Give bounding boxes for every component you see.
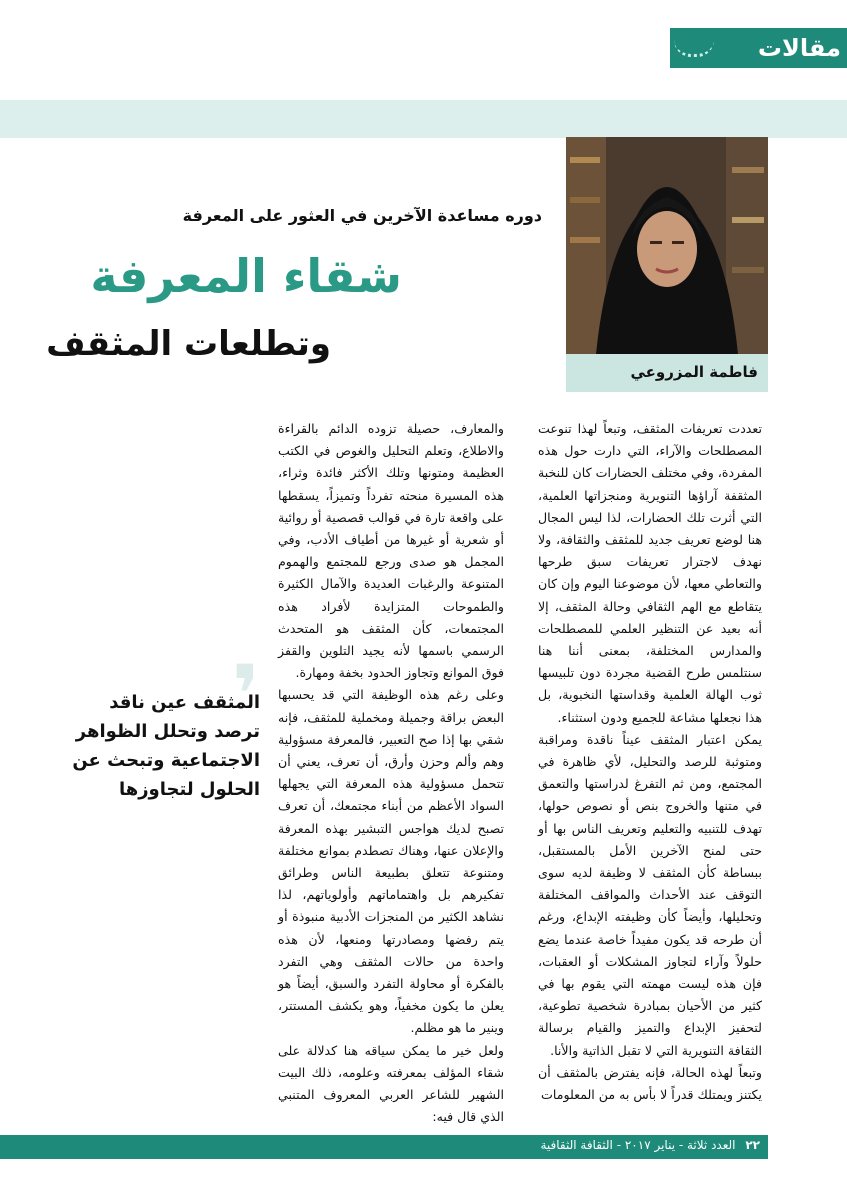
- paragraph: وعلى رغم هذه الوظيفة التي قد يحسبها البعض براقة وجميلة ومخملية للمثقف، فإنه شقي بها إذا صح التعبير، فالمعرفة مسؤولية وهم وألم وحزن وأرق، أن تعرف، يعني أن تتحمل مسؤولية هذه المعرفة التي يجهلها السواد الأعظم من أبناء مجتمعك، أن تعرف تصبح لديك هواجس التبشير بهذه المعرفة والإعلان عنها، وهناك تصطدم بموانع مختلفة ومتنوعة تتعلق بطبيعة الناس وطرائق تفكيرهم بل واهتماماتهم وأولوياتهم، لذا نشاهد الكثير من المنجزات الأدبية منبوذة أو يتم رفضها ومصادرتها ومنعها، لأن هذه واحدة من حالات المثقف وهي التفرد بالفكرة أو محاولة التفرد والسبق، أيضاً هو يعلن ما يكون مخفياً، وهو يكشف المستتر، وينير ما هو مظلم.: [278, 687, 504, 1036]
- body-column-right: [538, 418, 762, 1106]
- page-number: ٢٢: [745, 1138, 760, 1152]
- paragraph: يمكن اعتبار المثقف عيناً ناقدة ومراقبة ومتوثبة للرصد والتحليل، لأي ظاهرة في المجتمع، ومن ثم التفرغ لدراستها والتعمق في متنها والخروج بنص أو نصوص حولها، تهدف للتنبيه والتعليم وتعريف الناس بها أو حتى لمنح الآخرين الأمل بالمستقبل، ببساطة كأن المثقف لا وظيفة لديه سوى التوقف عند الأحداث والمواقف المختلفة وتحليلها، وأيضاً كأن وظيفته الإبداع، ورغم أن طرحه قد يكون مفيداً خاصة عندما يضع حلولاً وآراء لتجاوز المشكلات أو العقبات، فإن هذه ليست مهمته التي يقوم بها في كثير من الأحيان بمبادرة شخصية تطوعية، لتحفيز الإبداع والتميز والقيام برسالة الثقافة التنويرية التي لا تقبل الذاتية والأنا.: [538, 731, 762, 1058]
- body-column-middle: [278, 418, 504, 1129]
- paragraph: والمعارف، حصيلة تزوده الدائم بالقراءة والاطلاع، وتعلم التحليل والغوص في الكتب العظيمة ومتونها وتلك الأكثر فائدة وثراء، هذه المسيرة منحته تفرداً وتميزاً، يسقطها على واقعة تارة في قوالب قصصية أو روائية أو شعرية أو غيرها من أطياف الأدب، وفي المجمل هو صدى ورجع للمجتمع والهموم المتنوعة والرغبات العديدة والآمال الكثيرة والطموحات المتزايدة لأفراد هذه المجتمعات، كأن المثقف هو المتحدث الرسمي باسمها لأنه يجيد التلوين والقفز فوق الموانع وتجاوز الحدود بخفة ومهارة.: [278, 421, 504, 681]
- author-caption-box: [566, 354, 768, 392]
- section-label: مقالات: [757, 34, 841, 62]
- paragraph: وتبعاً لهذه الحالة، فإنه يفترض بالمثقف أن يكتنز ويمتلك قدراً لا بأس به من المعلومات: [538, 1064, 762, 1103]
- paragraph: تعددت تعريفات المثقف، وتبعاً لهذا تنوعت المصطلحات والآراء، التي دارت حول هذه المفردة، وفي مختلف الحضارات كان للنخبة المثقفة آراؤها التنويرية ومنجزاتها العلمية، التي أثرت تلك الحضارات، لذا ليس المجال هنا لوضع تعريف جديد للمثقف والثقافة، ولا نهدف لاجترار تعريفات سبق طرحها والتعاطي معها، لأن موضوعنا اليوم وإن كان يتقاطع مع الهم الثقافي وحالة المثقف، إلا أنه بعيد عن التنظير العلمي للمصطلحات والمدارس المختلفة، بمعنى أننا هنا سنتلمس طرح القضية مجردة دون تلبيسها ثوب الهالة العلمية وقداستها النخبوية، بل هذا نجعلها مشاعة للجميع ودون استثناء.: [538, 421, 762, 725]
- decorative-swirl-icon: [674, 40, 714, 57]
- author-name: فاطمة المزروعي: [630, 363, 758, 381]
- header-band: [0, 100, 847, 138]
- article-kicker: دوره مساعدة الآخرين في العثور على المعرفة: [182, 206, 542, 225]
- issue-info: العدد ثلاثة - يناير ٢٠١٧ - الثقافة الثقافية: [540, 1138, 736, 1152]
- author-portrait-image: [566, 137, 768, 354]
- section-tab: [670, 28, 847, 68]
- author-photo: [566, 137, 768, 354]
- quote-mark-icon: ❜: [232, 648, 260, 741]
- footer-text: [540, 1138, 760, 1152]
- article-title: شقاء المعرفة: [90, 249, 402, 303]
- pull-quote: المثقف عين ناقد ترصد وتحلل الظواهر الاجتماعية وتبحث عن الحلول لتجاوزها: [72, 692, 260, 800]
- article-subtitle: وتطلعات المثقف: [46, 324, 331, 364]
- paragraph: ولعل خير ما يمكن سياقه هنا كدلالة على شقاء المؤلف بمعرفته وعلومه، ذلك البيت الشهير للشاعر العربي المعروف المتنبي الذي قال فيه:: [278, 1042, 504, 1125]
- footer-bar: [0, 1135, 768, 1159]
